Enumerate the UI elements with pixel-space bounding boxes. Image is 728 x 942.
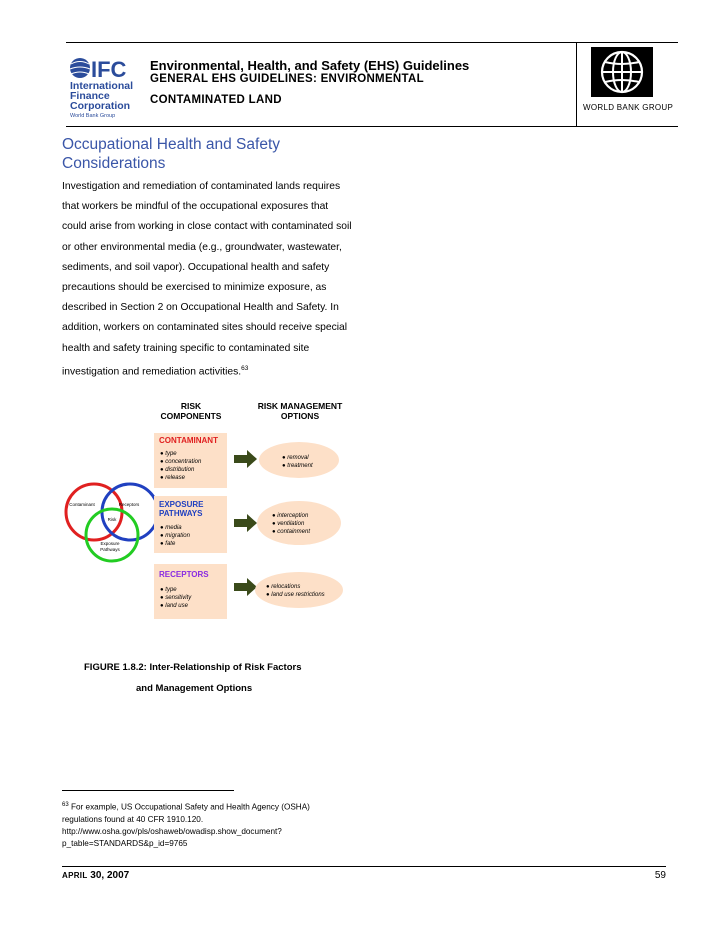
- ifc-line4: World Bank Group: [70, 113, 116, 119]
- venn-label-exposure-1: Exposure: [100, 541, 120, 546]
- header-divider: [576, 42, 577, 126]
- footer-date: [62, 870, 129, 881]
- footer-month: APRIL: [62, 871, 88, 880]
- col2-header-line2: OPTIONS: [280, 411, 320, 421]
- box-receptors-item: ● sensitivity: [160, 595, 192, 601]
- body-paragraph-text: Investigation and remediation of contaminated lands requires that workers be mindful of the occupational exposures that could arise from working in close contact with contaminated soil or other environmental media (e.g., groundwater, wastewater, sediments, and soil vapor). Occupational health and safety precautions should be exercised to minimize exposure, as described in Section 2 on Occupational Health and Safety. In addition, workers on contaminated sites should receive special health and safety training specific to contaminated site investigation and remediation activities.: [62, 181, 352, 378]
- venn-label-contaminant: Contaminant: [69, 502, 95, 507]
- page-number: 59: [654, 870, 666, 881]
- world-bank-group-label: WORLD BANK GROUP: [583, 103, 674, 112]
- option-1-item: ● removal: [282, 455, 309, 461]
- header-title: Environmental, Health, and Safety (EHS) Guidelines: [150, 58, 470, 73]
- box-receptors-item: ● type: [160, 587, 177, 593]
- footnote-text: For example, US Occupational Safety and Health Agency (OSHA) regulations found at 40 CFR 1910.120. http://www.osha.gov/pls/oshaweb/owadisp.show_document?p_table=STANDARDS&p_id=9765: [62, 802, 310, 848]
- option-3-item: ● land use restrictions: [266, 592, 325, 598]
- box-contaminant-item: ● distribution: [160, 467, 195, 473]
- box-exposure-title-1: EXPOSURE: [159, 500, 204, 509]
- venn-contaminant-circle: [66, 484, 122, 540]
- venn-label-receptors: Receptors: [118, 502, 140, 507]
- box-contaminant-item: ● type: [160, 451, 177, 457]
- ifc-line2: Finance: [70, 90, 110, 102]
- box-exposure-item: ● fate: [160, 541, 176, 547]
- col1-header-line1: RISK: [180, 401, 202, 411]
- ifc-globe-icon: [70, 58, 90, 78]
- body-paragraph: [62, 177, 352, 382]
- box-contaminant-title: CONTAMINANT: [159, 436, 218, 445]
- header-subtitle-contaminated-land: CONTAMINATED LAND: [150, 94, 282, 106]
- box-exposure-item: ● media: [160, 525, 182, 531]
- option-2-item: ● containment: [272, 529, 310, 535]
- arrow-right-icon: [234, 514, 257, 532]
- header-top-rule: [66, 42, 678, 43]
- figure-caption-line1: FIGURE 1.8.2: Inter-Relationship of Risk Factors: [84, 662, 302, 673]
- footnote-number: 63: [62, 802, 69, 808]
- venn-label-exposure-2: Pathways: [100, 547, 120, 552]
- option-2-item: ● ventilation: [272, 521, 305, 527]
- arrow-right-icon: [234, 578, 257, 596]
- box-receptors-item: ● land use: [160, 603, 188, 609]
- box-contaminant-item: ● release: [160, 475, 185, 481]
- venn-label-risk: Risk: [107, 517, 117, 522]
- box-contaminant-item: ● concentration: [160, 459, 202, 465]
- header-subtitle-environmental: GENERAL EHS GUIDELINES: ENVIRONMENTAL: [150, 73, 424, 85]
- section-title: Occupational Health and Safety Considerations: [62, 136, 280, 172]
- box-exposure-title-2: PATHWAYS: [159, 509, 203, 518]
- header-bottom-rule: [66, 126, 678, 127]
- footnote: [62, 799, 342, 850]
- footnote-reference[interactable]: 63: [241, 364, 249, 372]
- col1-header-line2: COMPONENTS: [160, 411, 222, 421]
- option-1-item: ● treatment: [282, 463, 313, 469]
- world-bank-globe-icon: [591, 47, 653, 97]
- col2-header-line1: RISK MANAGEMENT: [257, 401, 343, 411]
- ifc-line3: Corporation: [70, 100, 131, 112]
- ifc-logo: [68, 55, 144, 121]
- footer-rule: [62, 866, 666, 867]
- box-exposure-item: ● migration: [160, 533, 190, 539]
- figure-caption-line2: and Management Options: [136, 683, 253, 694]
- footer-date-rest: 30, 2007: [87, 870, 130, 881]
- arrow-right-icon: [234, 450, 257, 468]
- footnote-rule: [62, 790, 234, 791]
- ifc-mark: IFC: [91, 57, 127, 82]
- box-receptors-title: RECEPTORS: [159, 570, 209, 579]
- venn-receptors-circle: [102, 484, 158, 540]
- ifc-line1: International: [70, 80, 134, 92]
- option-3-item: ● relocations: [266, 584, 301, 590]
- option-2-item: ● interception: [272, 513, 309, 519]
- option-oval-3: [255, 572, 343, 608]
- risk-figure: [62, 397, 362, 625]
